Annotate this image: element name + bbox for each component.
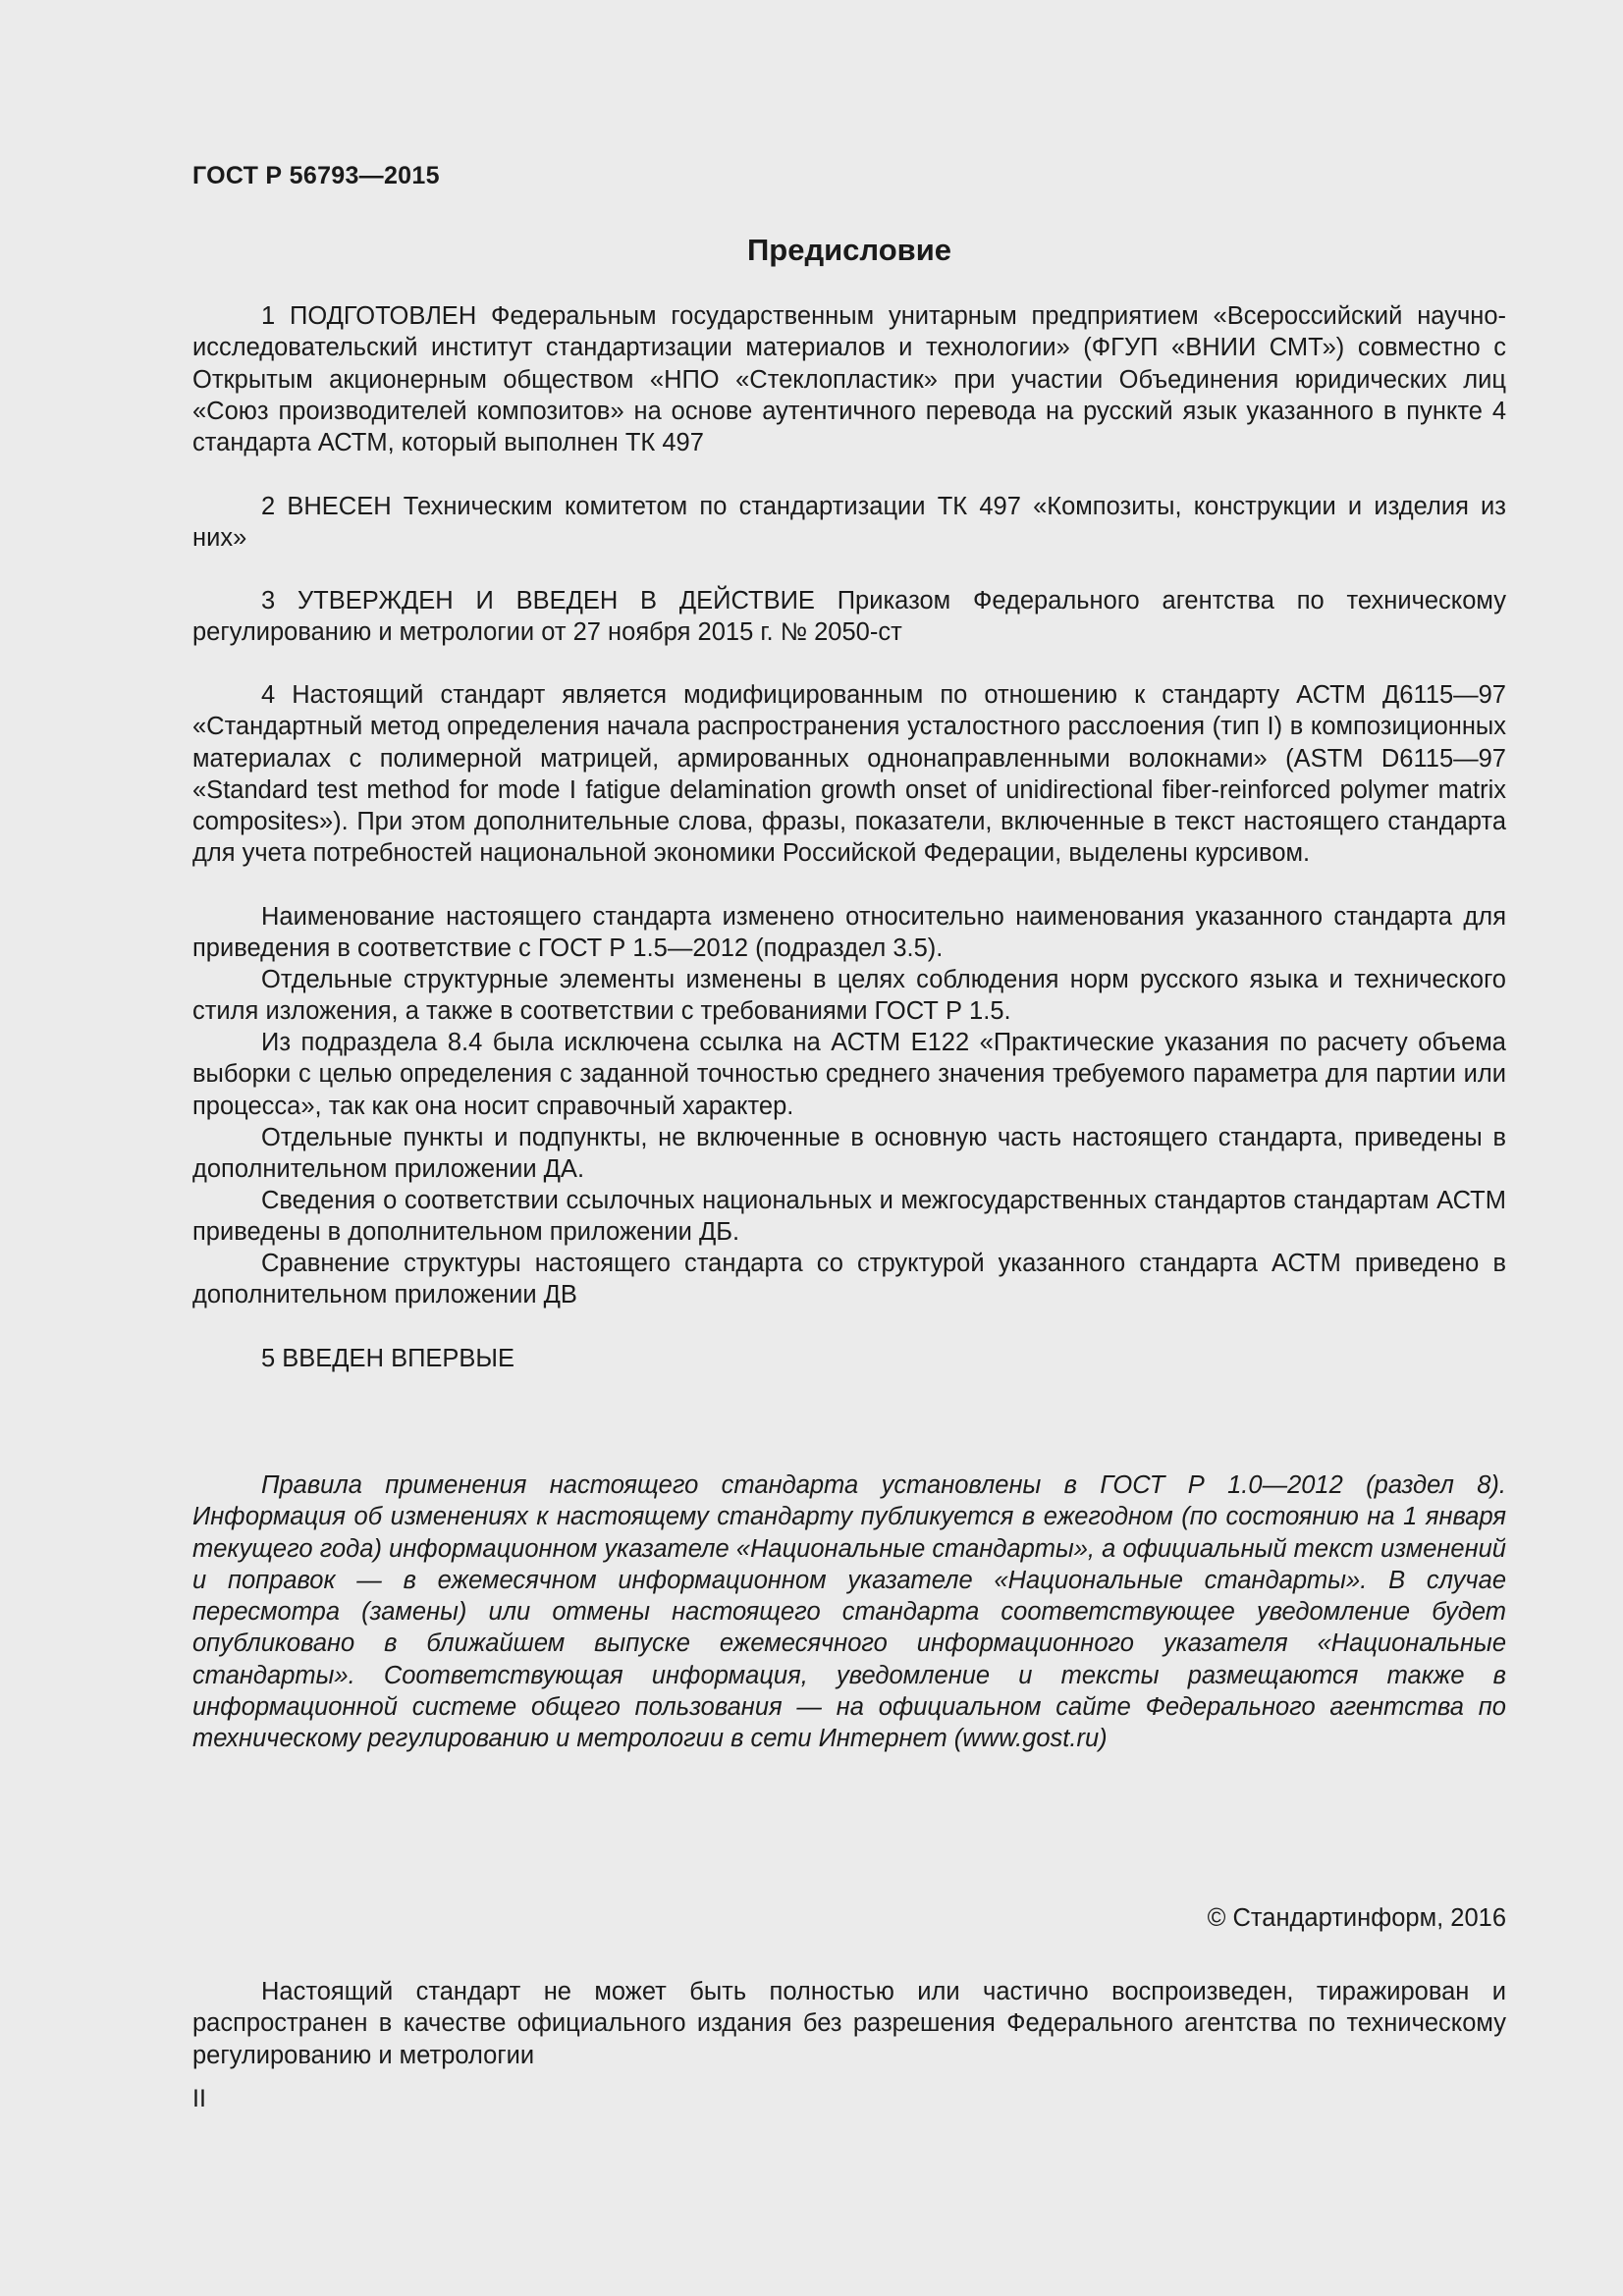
page-number: II (192, 2085, 206, 2112)
item-5-first-introduced: 5 ВВЕДЕН ВПЕРВЫЕ (261, 1345, 515, 1372)
item-3-approved: 3 УТВЕРЖДЕН И ВВЕДЕН В ДЕЙСТВИЕ Приказом Федерального агентства по техническому регулированию и метрологии от 27 ноября 2015 г. № 2050-ст (192, 587, 1506, 647)
reproduction-notice: Настоящий стандарт не может быть полностью или частично воспроизведен, тиражирован и распространен в качестве официального издания без разрешения Федерального агентства по техническому регулированию и метрологии (192, 1978, 1506, 2069)
item-4-structural-elements: Отдельные структурные элементы изменены в целях соблюдения норм русского языка и технического стиля изложения, а также в соответствии с требованиями ГОСТ Р 1.5. (192, 966, 1506, 1026)
item-4-excluded-reference: Из подраздела 8.4 была исключена ссылка на АСТМ Е122 «Практические указания по расчету объема выборки с целью определения с заданной точностью среднего значения требуемого параметра для партии или процесса», так как она носит справочный характер. (192, 1029, 1506, 1120)
copyright-line: © Стандартинформ, 2016 (1207, 1904, 1506, 1932)
rules-notice: Правила применения настоящего стандарта установлены в ГОСТ Р 1.0—2012 (раздел 8). Информация об изменениях к настоящему стандарту публикуется в ежегодном (по состоянию на 1 января текущего года) информационном указателе «Национальные стандарты», а официальный текст изменений и поправок — в ежемесячном информационном указателе «Национальные стандарты». В случае пересмотра (замены) или отмены настоящего стандарта соответствующее уведомление будет опубликовано в ближайшем выпуске ежемесячного информационного указателя «Национальные стандарты». Соответствующая информация, уведомление и тексты размещаются также в информационной системе общего пользования — на официальном сайте Федерального агентства по техническому регулированию и метрологии в сети Интернет (www.gost.ru) (192, 1471, 1506, 1753)
page-title: Предисловие (746, 233, 951, 267)
item-4-modified-standard: 4 Настоящий стандарт является модифицированным по отношению к стандарту АСТМ Д6115—97 «Стандартный метод определения начала распространения усталостного расслоения (тип I) в композиционных материалах с полимерной матрицей, армированных однонаправленными волокнами» (ASTM D6115—97 «Standard test method for mode I fatigue delamination growth onset of unidirectional fiber-reinforced polymer matrix composites»). При этом дополнительные слова, фразы, показатели, включенные в текст настоящего стандарта для учета потребностей национальной экономики Российской Федерации, выделены курсивом. (192, 681, 1506, 868)
item-4-name-change: Наименование настоящего стандарта изменено относительно наименования указанного стандарта для приведения в соответствие с ГОСТ Р 1.5—2012 (подраздел 3.5). (192, 903, 1506, 963)
item-1-prepared: 1 ПОДГОТОВЛЕН Федеральным государственным унитарным предприятием «Всероссийский научно-исследовательский институт стандартизации материалов и технологии» (ФГУП «ВНИИ СМТ») совместно с Открытым акционерным обществом «НПО «Стеклопластик» при участии Объединения юридических лиц «Союз производителей композитов» на основе аутентичного перевода на русский язык указанного в пункте 4 стандарта АСТМ, который выполнен ТК 497 (192, 302, 1506, 457)
item-2-introduced: 2 ВНЕСЕН Техническим комитетом по стандартизации ТК 497 «Композиты, конструкции и изделия из них» (192, 493, 1506, 553)
item-4-appendix-da: Отдельные пункты и подпункты, не включенные в основную часть настоящего стандарта, приведены в дополнительном приложении ДА. (192, 1124, 1506, 1184)
document-code: ГОСТ Р 56793—2015 (192, 162, 440, 189)
item-4-appendix-dv: Сравнение структуры настоящего стандарта со структурой указанного стандарта АСТМ приведено в дополнительном приложении ДВ (192, 1250, 1506, 1309)
document-page (192, 0, 1506, 2296)
item-4-appendix-db: Сведения о соответствии ссылочных национальных и межгосударственных стандартов стандартам АСТМ приведены в дополнительном приложении ДБ. (192, 1187, 1506, 1247)
